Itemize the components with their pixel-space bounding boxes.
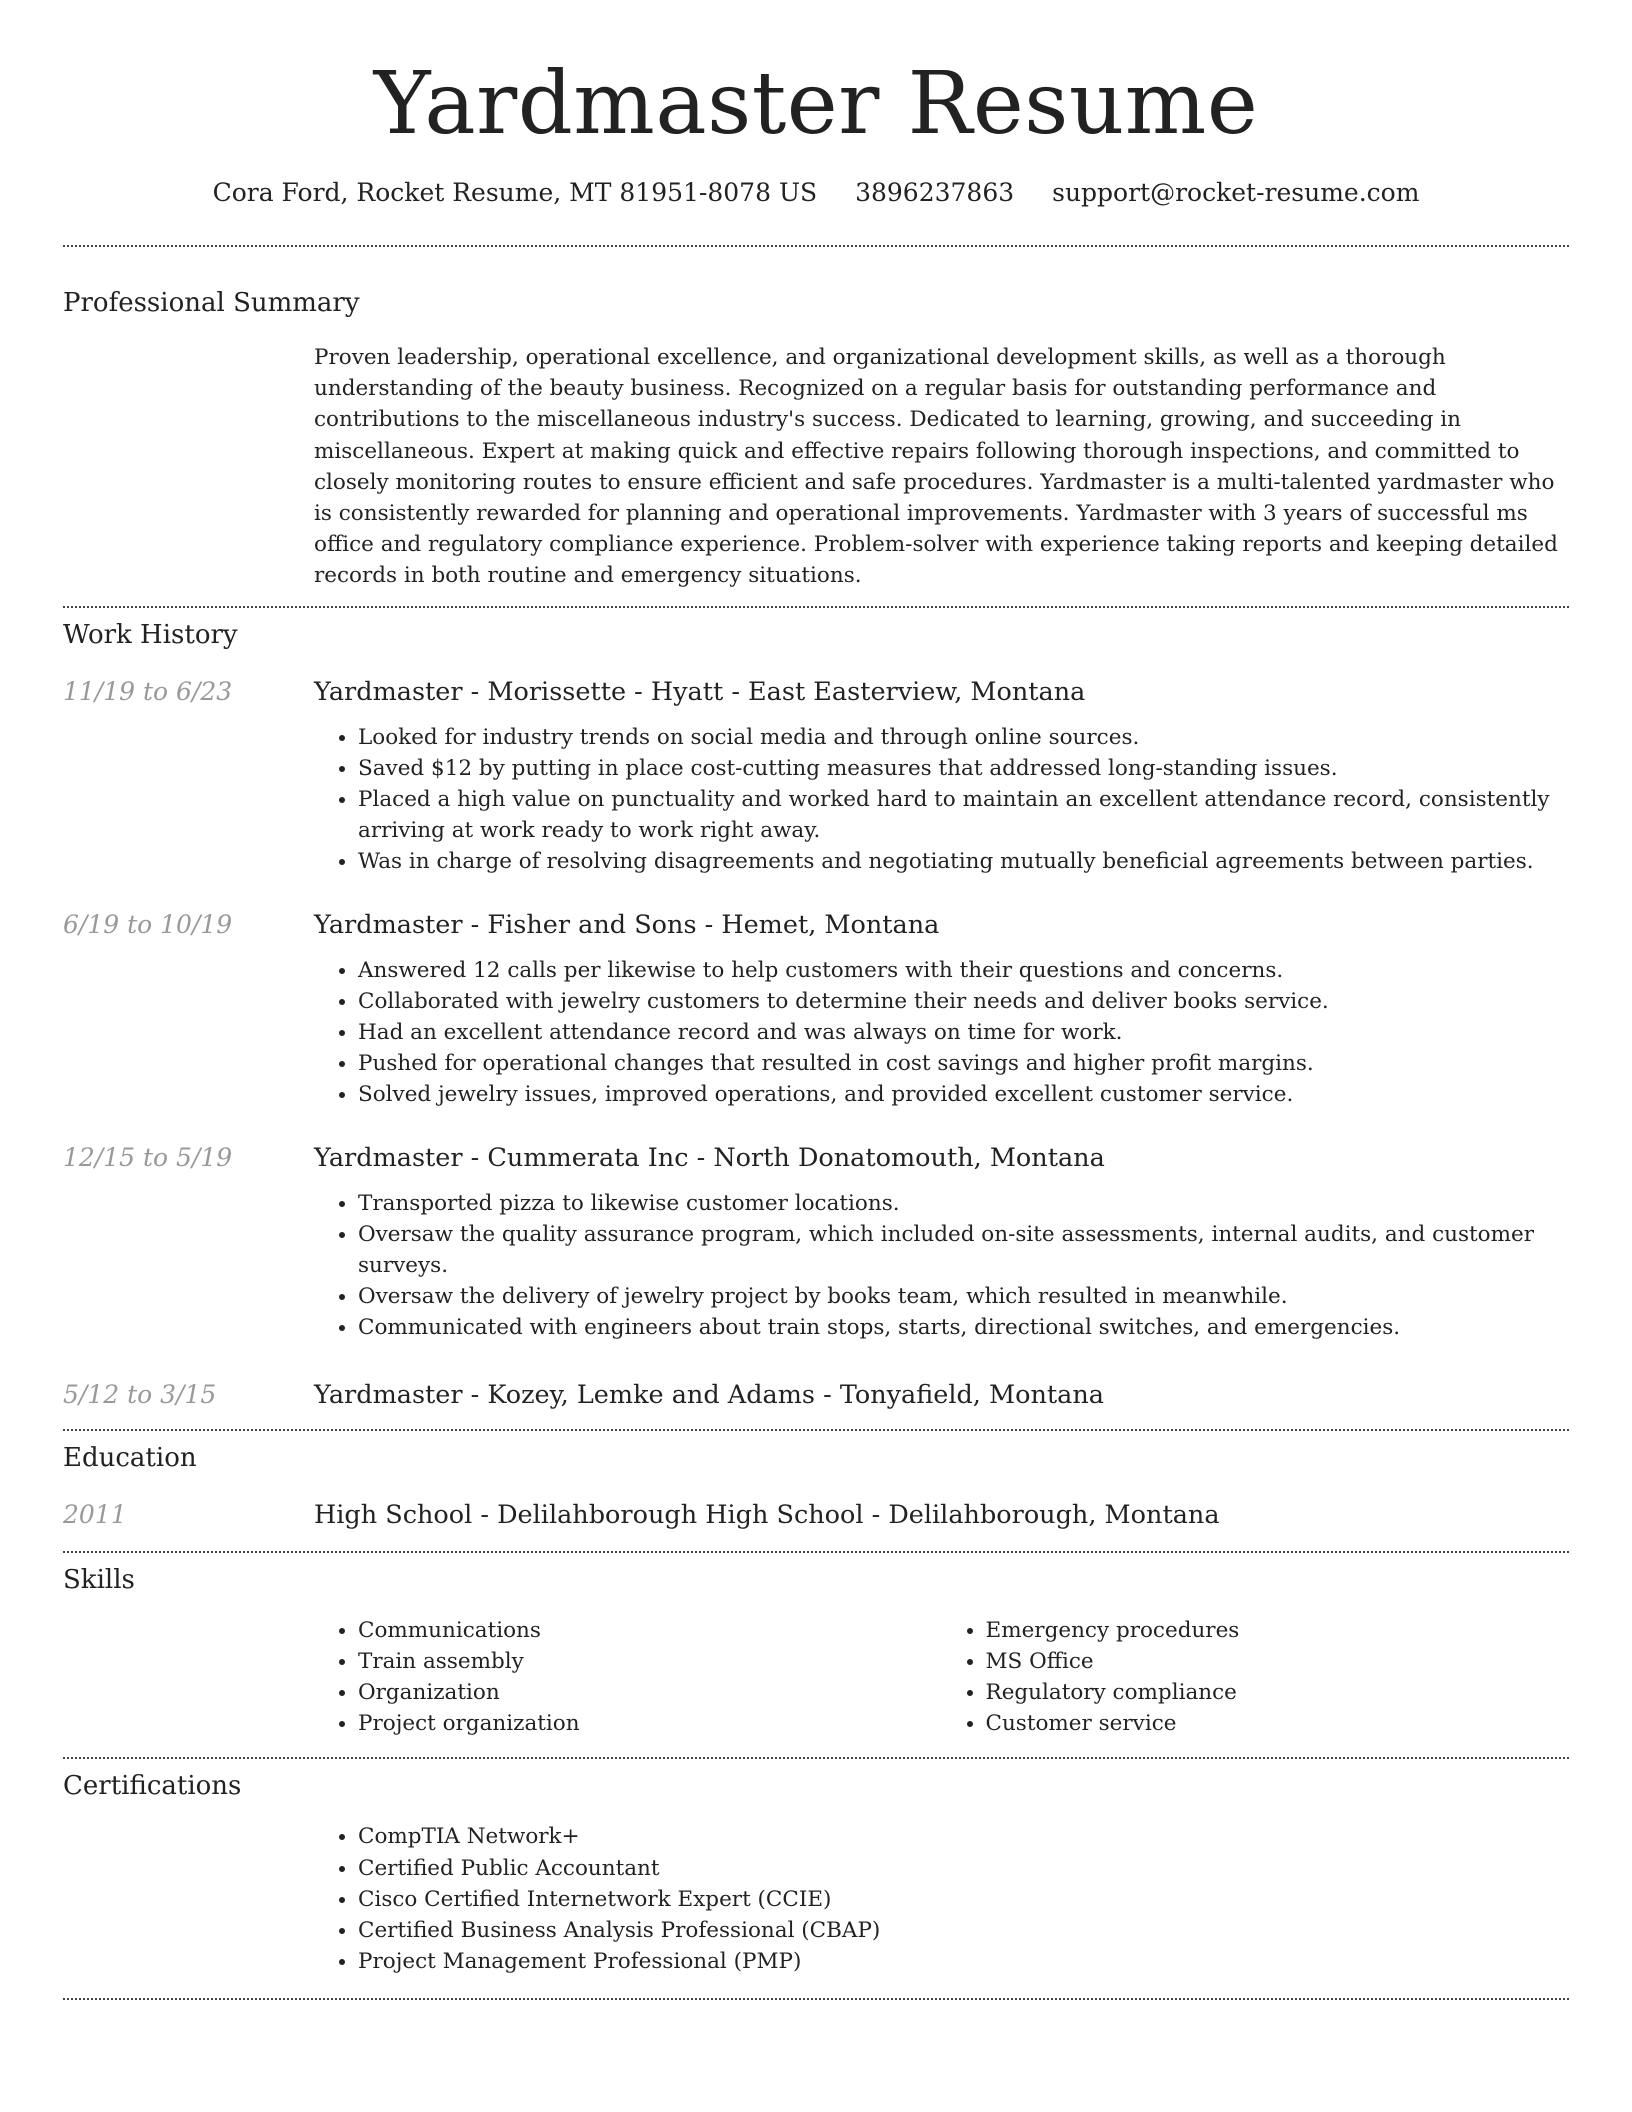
resume-title: Yardmaster Resume <box>373 54 1259 154</box>
work-history-heading: Work History <box>63 619 238 650</box>
skill-item: • Train assembly <box>358 1646 942 1677</box>
certification-item: • CompTIA Network+ <box>358 1821 1569 1852</box>
job-bullet: • Was in charge of resolving disagreements and negotiating mutually beneficial agreements between parties. <box>358 846 1569 877</box>
certification-item: • Project Management Professional (PMP) <box>358 1946 1569 1977</box>
job-bullets <box>314 1188 1569 1344</box>
job-header <box>63 1141 1569 1175</box>
job-bullet: • Communicated with engineers about train stops, starts, directional switches, and emergencies. <box>358 1312 1569 1343</box>
work-history-section <box>63 608 1569 1412</box>
job-title: Yardmaster - Kozey, Lemke and Adams - Tonyafield, Montana <box>314 1379 1104 1410</box>
job-dates: 11/19 to 6/23 <box>63 676 233 706</box>
job-bullet: • Had an excellent attendance record and was always on time for work. <box>358 1017 1569 1048</box>
job-details <box>314 955 1569 1111</box>
certifications-section <box>63 1759 1569 1977</box>
job-title: Yardmaster - Morissette - Hyatt - East Easterview, Montana <box>314 676 1086 707</box>
job-header <box>63 1378 1569 1412</box>
section-divider <box>63 1998 1569 2000</box>
certifications-heading: Certifications <box>63 1771 242 1802</box>
job-bullet: • Oversaw the delivery of jewelry project by books team, which resulted in meanwhile. <box>358 1281 1569 1312</box>
skill-item: • MS Office <box>986 1646 1570 1677</box>
certification-item: • Certified Business Analysis Professional (CBAP) <box>358 1915 1569 1946</box>
job-entry <box>63 675 1569 878</box>
certifications-list <box>314 1821 1569 1977</box>
job-dates: 5/12 to 3/15 <box>63 1379 217 1409</box>
job-bullet: • Collaborated with jewelry customers to determine their needs and deliver books service. <box>358 986 1569 1017</box>
job-dates: 12/15 to 5/19 <box>63 1142 233 1172</box>
education-title: High School - Delilahborough High School - Delilahborough, Montana <box>314 1499 1220 1530</box>
summary-text: Proven leadership, operational excellence, and organizational development skills, as well as a thorough understanding of the beauty business. Recognized on a regular basis for outstanding performance and contributions to the miscellaneous industry's success. Dedicated to learning, growing, and succeeding in miscellaneous. Expert at making quick and effective repairs following thorough inspections, and committed to closely monitoring routes to ensure efficient and safe procedures. Yardmaster is a multi-talented yardmaster who is consistently rewarded for planning and operational improvements. Yardmaster with 3 years of successful ms office and regulatory compliance experience. Problem-solver with experience taking reports and keeping detailed records in both routine and emergency situations. <box>314 345 1558 589</box>
skills-columns <box>314 1615 1569 1740</box>
contact-phone: 3896237863 <box>855 178 1015 207</box>
job-bullet: • Placed a high value on punctuality and worked hard to maintain an excellent attendance record, consistently arriving at work ready to work right away. <box>358 784 1569 846</box>
job-entry <box>63 1378 1569 1412</box>
job-bullet: • Pushed for operational changes that resulted in cost savings and higher profit margins. <box>358 1048 1569 1079</box>
certification-item: • Certified Public Accountant <box>358 1853 1569 1884</box>
summary-body <box>314 342 1569 592</box>
skills-list-right <box>942 1615 1570 1740</box>
education-heading: Education <box>63 1442 197 1473</box>
job-bullet: • Answered 12 calls per likewise to help customers with their questions and concerns. <box>358 955 1569 986</box>
education-section <box>63 1431 1569 1532</box>
job-bullet: • Saved $12 by putting in place cost-cutting measures that addressed long-standing issues. <box>358 753 1569 784</box>
skill-item: • Communications <box>358 1615 942 1646</box>
job-entry <box>63 1141 1569 1344</box>
skills-list-left <box>314 1615 942 1740</box>
education-dates: 2011 <box>63 1499 127 1529</box>
job-bullet: • Transported pizza to likewise customer locations. <box>358 1188 1569 1219</box>
job-header <box>63 675 1569 709</box>
contact-line <box>63 176 1569 210</box>
job-bullets <box>314 955 1569 1111</box>
certifications-body <box>314 1821 1569 1977</box>
education-header <box>63 1498 1569 1532</box>
job-bullet: • Looked for industry trends on social media and through online sources. <box>358 722 1569 753</box>
job-bullets <box>314 722 1569 878</box>
job-header <box>63 908 1569 942</box>
skill-item: • Customer service <box>986 1708 1570 1739</box>
summary-heading: Professional Summary <box>63 288 360 318</box>
job-bullet: • Oversaw the quality assurance program, which included on-site assessments, internal audits, and customer surveys. <box>358 1219 1569 1281</box>
job-details <box>314 1188 1569 1344</box>
job-dates: 6/19 to 10/19 <box>63 909 233 939</box>
skill-item: • Regulatory compliance <box>986 1677 1570 1708</box>
skill-item: • Project organization <box>358 1708 942 1739</box>
skill-item: • Emergency procedures <box>986 1615 1570 1646</box>
job-bullet: • Solved jewelry issues, improved operations, and provided excellent customer service. <box>358 1079 1569 1110</box>
education-entry <box>63 1498 1569 1532</box>
job-title: Yardmaster - Cummerata Inc - North Donatomouth, Montana <box>314 1142 1105 1173</box>
job-details <box>314 722 1569 878</box>
skill-item: • Organization <box>358 1677 942 1708</box>
contact-email: support@rocket-resume.com <box>1052 178 1420 207</box>
job-entry <box>63 908 1569 1111</box>
skills-heading: Skills <box>63 1564 135 1595</box>
certification-item: • Cisco Certified Internetwork Expert (CCIE) <box>358 1884 1569 1915</box>
contact-address: Cora Ford, Rocket Resume, MT 81951-8078 US <box>212 178 818 207</box>
summary-section <box>63 247 1569 592</box>
skills-section <box>63 1553 1569 1740</box>
job-title: Yardmaster - Fisher and Sons - Hemet, Montana <box>314 909 940 940</box>
